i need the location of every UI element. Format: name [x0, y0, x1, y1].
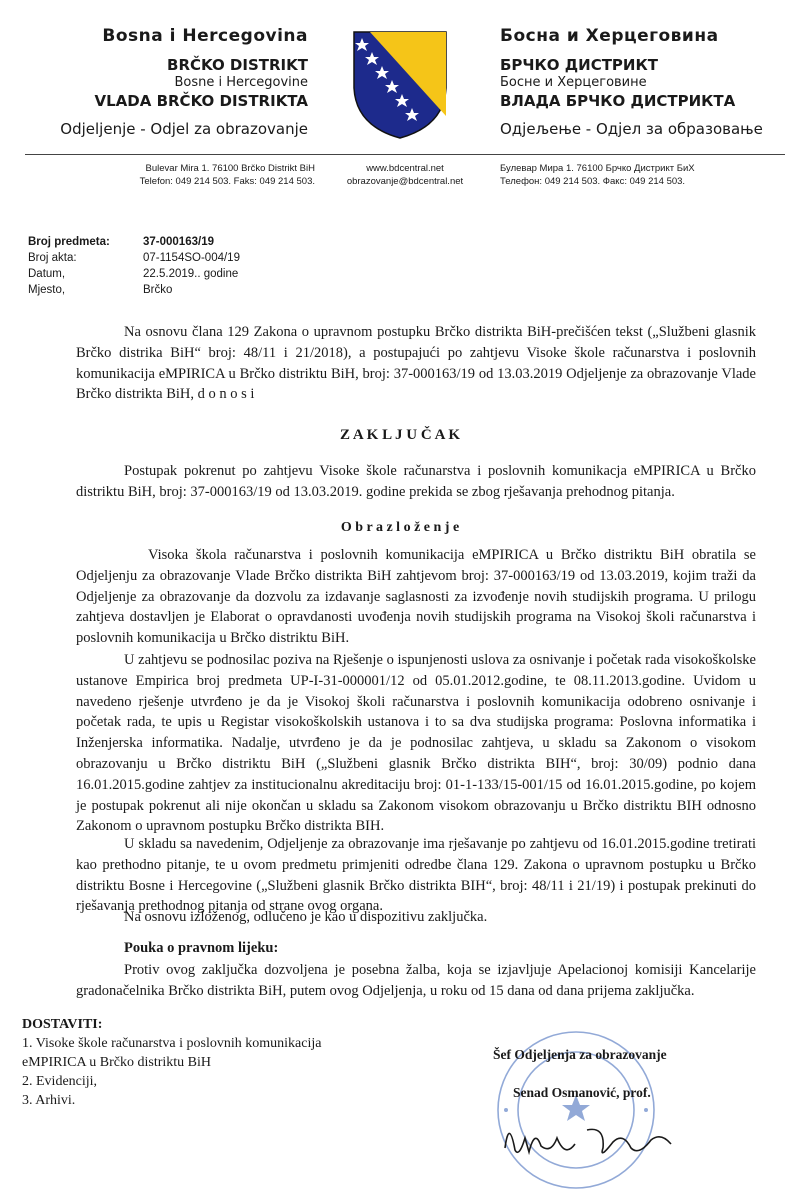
address-left: [85, 162, 315, 188]
header-department-cyrillic: Одјељење - Одјел за образовање: [500, 120, 763, 138]
header-left: [40, 24, 308, 139]
legal-remedy-title: Pouka o pravnom lijeku:: [124, 940, 279, 956]
reasoning-paragraph-2: U zahtjevu se podnosilac poziva na Rješenje o ispunjenosti uslova za osnivanje i početak rada visokoškolske ustanove Empirica broj predmeta UP-I-31-000001/12 od 05.01.2012.godine, te 08.11.2013.godine. Uvidom u navedeno rješenje utvrđeno je da je Visokoj školi računarstva i poslovnih komunikacija odobreno osnivanje i početak rada, te upis u Registar visokoškolskih ustanova i to sa dva studijska programa: Poslovna informatika i Inženjerska informatika. Nadalje, utvrđeno je da je podnosilac zahtjeva, u skladu sa Zakonom o visokom obrazovanju u Brčko distriktu BiH („Službeni glasnik Brčko distrikta BIH“, broj: 30/09) podnio dana 16.01.2015.godine zahtjev za institucionalnu akreditaciju broj: 01-1-133/15-001/15 od 16.01.2015.godine, po kojem je postupak pokrenut ali nije okončan u skladu sa Zakonom visokom obrazovanju u Brčko distriktu BIH odnosno Zakonom o upravnom postupku Brčko distrikta BIH.: [76, 652, 756, 835]
signature-name: Senad Osmanović, prof.: [513, 1085, 651, 1100]
website-link[interactable]: www.bdcentral.net: [366, 163, 444, 174]
coat-of-arms-icon: [348, 28, 452, 140]
meta-value: 37-000163/19: [143, 236, 214, 248]
distribution-item: 1. Visoke škole računarstva i poslovnih komunikacija: [22, 1036, 322, 1051]
meta-label: Datum,: [28, 268, 66, 280]
meta-value: Brčko: [143, 284, 173, 296]
header-district-sub-latin: Bosne i Hercegovine: [174, 75, 308, 90]
meta-value: 22.5.2019.. godine: [143, 268, 239, 280]
header-district-sub-cyrillic: Босне и Херцеговине: [500, 75, 647, 90]
address-right: [500, 162, 790, 188]
header-government-cyrillic: ВЛАДА БРЧКО ДИСТРИКТА: [500, 92, 736, 110]
reasoning-paragraph-3: U skladu sa navedenim, Odjeljenje za obrazovanje ima rješavanje po zahtjevu od 16.01.2015.godine tretirati kao prethodno pitanje, te u ovom predmetu primjeniti odredbe člana 129. Zakona o upravnom postupku u Brčko distriktu Bosne i Hercegovine („Službeni glasnik Brčko distrikta BIH“, broj: 48/11 i 21/19) i postupak prekinuti do rješavanja prethodnog pitanja od strane ovog organa.: [76, 836, 756, 915]
header-divider: [25, 154, 785, 155]
distribution-item: eMPIRICA u Brčko distriktu BiH: [22, 1055, 212, 1070]
handwritten-signature-icon: [495, 1108, 695, 1168]
distribution-item: 3. Arhivi.: [22, 1093, 76, 1108]
address-center: [340, 162, 470, 188]
decision-title: Z A K L J U Č A K: [339, 427, 461, 443]
header-right: [500, 24, 790, 139]
reasoning-paragraph-1: Visoka škola računarstva i poslovnih komunikacija eMPIRICA u Brčko distriktu BiH obratila se Odjeljenju za obrazovanje Vlade Brčko distrikta BiH zahtjevom broj: 37-000163/19 od 13.03.2019, kojim traži da Odjeljenje za obrazovanje da dozvolu za izdavanje saglasnosti za izvođenje novih studijskih programa. U prilogu zahtjeva dostavljen je Elaborat o opravdanosti uvođenja novih studijskih programa na Visokoj školi računarstva i poslovnih komunikacija u Brčko distriktu BiH.: [76, 547, 756, 647]
meta-value: 07-1154SO-004/19: [143, 252, 240, 264]
distribution-list: [22, 1015, 321, 1110]
meta-label: Broj akta:: [28, 252, 77, 264]
reasoning-paragraph-4: Na osnovu izloženog, odlučeno je kao u dispozitivu zaključka.: [124, 909, 488, 925]
address-line-cyrillic: Булевар Мира 1. 76100 Брчко Дистрикт БиХ: [500, 163, 695, 174]
reasoning-title: O b r a z l o ž e n j e: [340, 520, 460, 535]
header-government-latin: VLADA BRČKO DISTRIKTA: [94, 92, 308, 110]
intro-paragraph: Na osnovu člana 129 Zakona o upravnom postupku Brčko distrikta BiH-prečišćen tekst („Službeni glasnik Brčko distrika BiH“ broj: 48/11 i 21/2018), a postupajući po zahtjevu Visoke škole računarstva i poslovnih komunikacija eMPIRICA u Brčko distriktu BiH, broj: 37-000163/19 od 13.03.2019 Odjeljenje za obrazovanje Vlade Brčko distrikta BiH, d o n o s i: [76, 324, 756, 403]
meta-label: Mjesto,: [28, 284, 66, 296]
decision-text: Postupak pokrenut po zahtjevu Visoke škole računarstva i poslovnih komunikacja eMPIRICA u Brčko distriktu BiH, broj: 37-000163/19 od 13.03.2019. godine prekida se zbog rješavanja prehodnog pitanja.: [76, 463, 756, 500]
header-department-latin: Odjeljenje - Odjel za obrazovanje: [60, 120, 308, 138]
header-country-latin: Bosna i Hercegovina: [102, 26, 308, 46]
header-country-cyrillic: Босна и Херцеговина: [500, 26, 719, 46]
distribution-title: DOSTAVITI:: [22, 1017, 103, 1032]
legal-remedy-text: Protiv ovog zaključka dozvoljena je posebna žalba, koja se izjavljuje Apelacionoj komisiji Kancelarije gradonačelnika Brčko distrikta BiH, putem ovog Odjeljenja, u roku od 15 dana od dana prijema zaključka.: [76, 962, 756, 999]
address-line-latin: Bulevar Mira 1. 76100 Brčko Distrikt BiH: [145, 163, 315, 174]
header-district-cyrillic: БРЧКО ДИСТРИКТ: [500, 56, 658, 74]
distribution-item: 2. Evidenciji,: [22, 1074, 98, 1089]
header-district-latin: BRČKO DISTRIKT: [167, 56, 308, 74]
phone-line-cyrillic: Телефон: 049 214 503. Факс: 049 214 503.: [500, 176, 686, 187]
meta-label: Broj predmeta:: [28, 236, 110, 248]
signature-title: Šef Odjeljenja za obrazovanje: [493, 1047, 667, 1062]
phone-line-latin: Telefon: 049 214 503. Faks: 049 214 503.: [139, 176, 315, 187]
email-link[interactable]: obrazovanje@bdcentral.net: [346, 176, 464, 187]
